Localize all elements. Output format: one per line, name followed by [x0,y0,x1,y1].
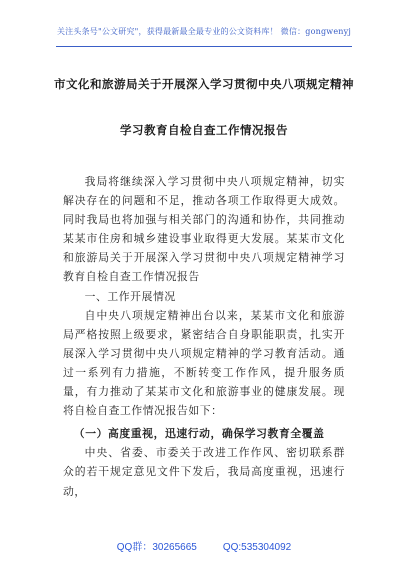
footer-contact [0,538,408,553]
document-body [63,172,345,501]
header-divider [56,46,352,47]
document-title-line-1: 市文化和旅游局关于开展深入学习贯彻中央八项规定精神 [54,77,354,91]
paragraph-intro: 我局将继续深入学习贯彻中央八项规定精神，切实解决存在的问题和不足，推动各项工作取得更大成效。同时我局也将加强与相关部门的沟通和协作，共同推动某某市住房和城乡建设事业取得更大发展。某某市文化和旅游局关于开展深入学习贯彻中央八项规定精神学习教育自检自查工作情况报告 [63,175,345,284]
paragraph-overview: 自中央八项规定精神出台以来，某某市文化和旅游局严格按照上级要求，紧密结合自身职能职责，扎实开展深入学习贯彻中央八项规定精神的学习教育活动。通过一系列有力措施，不断转变工作作风，提升服务质量，有力推动了某某市文化和旅游事业的健康发展。现将自检自查工作情况报告如下： [63,308,345,418]
paragraph-subsection-start: 中央、省委、市委关于改进工作作风、密切联系群众的若干规定意见文件下发后，我局高度重视，迅速行动， [63,446,345,498]
section-heading-work-status: 一、工作开展情况 [84,289,176,303]
document-title-line-2: 学习教育自检自查工作情况报告 [120,123,288,137]
subsection-heading: （一）高度重视，迅速行动，确保学习教育全覆盖 [73,427,325,441]
footer-qq-group: QQ群：30265665 [116,542,197,553]
footer-qq: QQ:535304092 [222,542,292,553]
header-note: 关注头条号"公文研究"，获得最新最全最专业的公文资料库！ 微信：gongwenyj [56,27,352,36]
